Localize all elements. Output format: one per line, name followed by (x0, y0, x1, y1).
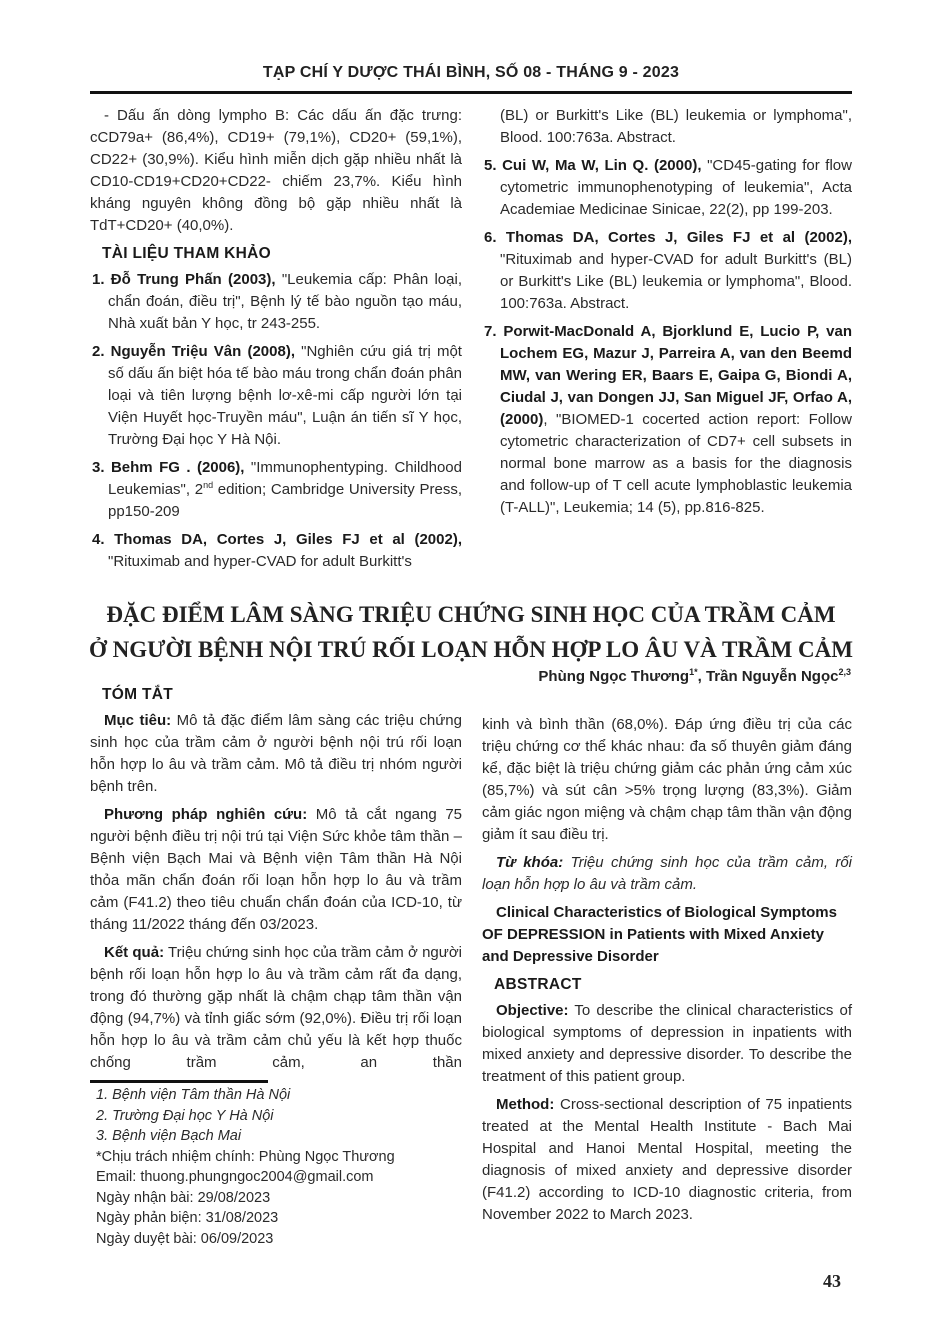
reference-text: edition; Cambridge University Press, pp150-209 (108, 481, 462, 520)
article-authors (538, 668, 851, 685)
en-method-paragraph (482, 1094, 852, 1226)
prev-article-left-column (90, 105, 462, 579)
date-reviewed: Ngày phản biện: 31/08/2023 (96, 1210, 279, 1226)
en-objective-label: Objective: (496, 1002, 569, 1019)
reference-authors: 6. Thomas DA, Cortes J, Giles FJ et al (2002), (484, 229, 852, 246)
journal-header: TẠP CHÍ Y DƯỢC THÁI BÌNH, SỐ 08 - THÁNG 9 - 2023 (262, 64, 680, 81)
affiliation-2: 2. Trường Đại học Y Hà Nội (96, 1107, 274, 1124)
en-objective-paragraph (482, 1000, 852, 1088)
results-text: Triệu chứng sinh học của trầm cảm ở người bệnh rối loạn hỗn hợp lo âu và trầm cảm rất đa dạng, trong đó thường gặp nhất là chậm chạp tâm thần vận động (94,7%) và tỉnh giấc sớm (92,0%). Điều trị rối loạn hỗn hợp lo âu và trầm cảm chủ yếu là kết hợp thuốc chống trầm cảm, an thần (90, 944, 462, 1071)
summary-heading: TÓM TẮT (102, 686, 173, 703)
article-title-line: Ở NGƯỜI BỆNH NỘI TRÚ RỐI LOẠN HỖN HỢP LO ÂU VÀ TRẦM CẢM (89, 637, 853, 662)
reference-authors: 4. Thomas DA, Cortes J, Giles FJ et al (2002), (92, 531, 462, 548)
reference-authors: 5. Cui W, Ma W, Lin Q. (2000), (484, 157, 702, 174)
objective-text: Mô tả đặc điểm lâm sàng các triệu chứng sinh học của trầm cảm ở người bệnh nội trú rối loạn hỗn hợp lo âu và trầm cảm. Mô tả điều trị nhóm người bệnh trên. (90, 712, 462, 795)
reference-item (482, 227, 852, 315)
affiliation-1: 1. Bệnh viện Tâm thần Hà Nội (96, 1087, 291, 1103)
en-method-text: Cross-sectional description of 75 inpatients treated at the Mental Health Institute - Bach Mai Hospital and Hanoi Mental Hospital, meeting the diagnosis of mixed anxiety and depressive disorder (F41.2) according to ICD-10 diagnostic criteria, from November 2022 to March 2023. (482, 1096, 852, 1223)
reference-item (90, 341, 462, 451)
reference-item (482, 155, 852, 221)
keywords-text: Triệu chứng sinh học của trầm cảm, rối loạn hỗn hợp lo âu và trầm cảm. (482, 854, 853, 893)
objective-paragraph (90, 710, 462, 798)
corresponding-author: *Chịu trách nhiệm chính: Phùng Ngọc Thương (96, 1148, 395, 1165)
reference-item (90, 529, 462, 573)
conclusion-paragraph: - Dấu ấn dòng lympho B: Các dấu ấn đặc trưng: cCD79a+ (86,4%), CD19+ (79,1%), CD20+ (59,1%), CD22+ (30,9%). Kiểu hình miễn dịch gặp nhiều nhất là CD10-CD19+CD20+CD22- chiếm 23,7%. Kiểu hình kháng nguyên không đồng bộ gặp nhiều nhất là TdT+CD20+ (40,0%). (90, 107, 462, 234)
email[interactable]: Email: thuong.phungngoc2004@gmail.com (96, 1169, 374, 1185)
author-separator: , (697, 668, 706, 685)
reference-authors: 2. Nguyễn Triệu Vân (2008), (92, 343, 295, 360)
reference-text: "Nghiên cứu giá trị một số dấu ấn biệt hóa tế bào máu trong chẩn đoán phân loại và tiên lượng bệnh lơ-xê-mi cấp người lớn tại Viện Huyết học-Truyền máu", Luận án tiến sĩ Y học, Trường Đại học Y Hà Nội. (108, 343, 462, 448)
affiliation-3: 3. Bệnh viện Bạch Mai (96, 1128, 242, 1144)
objective-label: Mục tiêu: (104, 712, 172, 729)
keywords-paragraph (482, 852, 852, 896)
date-accepted: Ngày duyệt bài: 06/09/2023 (96, 1230, 274, 1247)
en-method-label: Method: (496, 1096, 555, 1113)
reference-text: "Immunophentyping. Childhood Leukemias", 2 (108, 459, 462, 498)
reference-continuation: (BL) or Burkitt's Like (BL) leukemia or lymphoma", Blood. 100:763a. Abstract. (500, 107, 852, 146)
reference-text: , "BIOMED-1 cocerted action report: Follow cytometric characterization of CD7+ cell subsets in normal bone marrow as a basis for the diagnosis and follow-up of T cell acute lymphoblastic leukemia (T-ALL)", Leukemia; 14 (5), pp.816-825. (500, 411, 852, 516)
article-title-line: ĐẶC ĐIỂM LÂM SÀNG TRIỆU CHỨNG SINH HỌC CỦA TRẦM CẢM (106, 602, 836, 627)
method-paragraph (90, 804, 462, 936)
author-affiliation: 2,3 (838, 667, 851, 677)
reference-authors: 7. Porwit-MacDonald A, Bjorklund E, Lucio P, van Lochem EG, Mazur J, Parreira A, van den Beemd MW, van Wering ER, Baars E, Gaipa G, Biondi A, Ciudal J, van Dongen JJ, San Miguel JF, Orfao A, (2000) (484, 323, 852, 428)
method-text: Mô tả cắt ngang 75 người bệnh điều trị nội trú tại Viện Sức khỏe tâm thần – Bệnh viện Bạch Mai và Bệnh viện Tâm thần Hà Nội thỏa mãn chẩn đoán rối loạn hỗn hợp lo âu và trầm cảm (F41.2) theo tiêu chuẩn chẩn đoán của ICD-10, từ tháng 11/2022 tháng đến 03/2023. (90, 806, 463, 933)
results-label: Kết quả: (104, 944, 165, 961)
abstract-vi-column (90, 682, 462, 1249)
author-name: Phùng Ngọc Thương (538, 668, 690, 685)
page-number: 43 (823, 1271, 841, 1291)
results-continuation: kinh và bình thần (68,0%). Đáp ứng điều trị của các triệu chứng cơ thể khác nhau: đa số thuyên giảm đáng kể, đặc biệt là triệu chứng giảm các phản ứng cảm xúc (85,7%) và sút cân >5% trọng lượng (83,3%). Giảm cảm giác ngon miệng và chậm chạp tâm thần vận động giảm ít sau điều trị. (482, 716, 852, 843)
author-name: Trần Nguyễn Ngọc (705, 668, 839, 685)
reference-item (482, 321, 852, 519)
references-heading: TÀI LIỆU THAM KHẢO (102, 245, 271, 262)
keywords-label: Từ khóa: (496, 854, 564, 871)
reference-text: "Rituximab and hyper-CVAD for adult Burkitt's (BL) or Burkitt's Like (BL) leukemia or lymphoma", Blood. 100:763a. Abstract. (500, 251, 852, 312)
author-affiliation: 1* (689, 667, 698, 677)
reference-text: "Leukemia cấp: Phân loại, chẩn đoán, điều trị", Bệnh lý tế bào nguồn tạo máu, Nhà xuất bản Y học, tr 243-255. (108, 271, 462, 332)
reference-superscript: nd (203, 480, 214, 490)
abstract-heading: ABSTRACT (494, 976, 582, 993)
method-label: Phương pháp nghiên cứu: (104, 806, 308, 823)
reference-item (90, 457, 462, 523)
english-title: Clinical Characteristics of Biological Symptoms OF DEPRESSION in Patients with Mixed Anxiety and Depressive Disorder (482, 904, 837, 965)
reference-text: "CD45-gating for flow cytometric immunophenotyping of leukemia", Acta Academiae Medicinae Sinicae, 22(2), pp 199-203. (500, 157, 852, 218)
reference-authors: 1. Đỗ Trung Phấn (2003), (92, 271, 276, 288)
reference-authors: 3. Behm FG . (2006), (92, 459, 245, 476)
header-rule (90, 91, 852, 94)
reference-item (90, 269, 462, 335)
en-objective-text: To describe the clinical characteristics of biological symptoms of depression in inpatients with mixed anxiety and depressive disorder. To describe the treatment of this patient group. (482, 1002, 852, 1085)
footnote-rule (90, 1080, 268, 1083)
abstract-en-column (482, 714, 852, 1232)
results-paragraph (90, 942, 462, 1074)
prev-article-right-column (482, 105, 852, 525)
date-received: Ngày nhận bài: 29/08/2023 (96, 1189, 271, 1206)
reference-text: "Rituximab and hyper-CVAD for adult Burkitt's (108, 553, 412, 570)
article-title (80, 597, 862, 667)
